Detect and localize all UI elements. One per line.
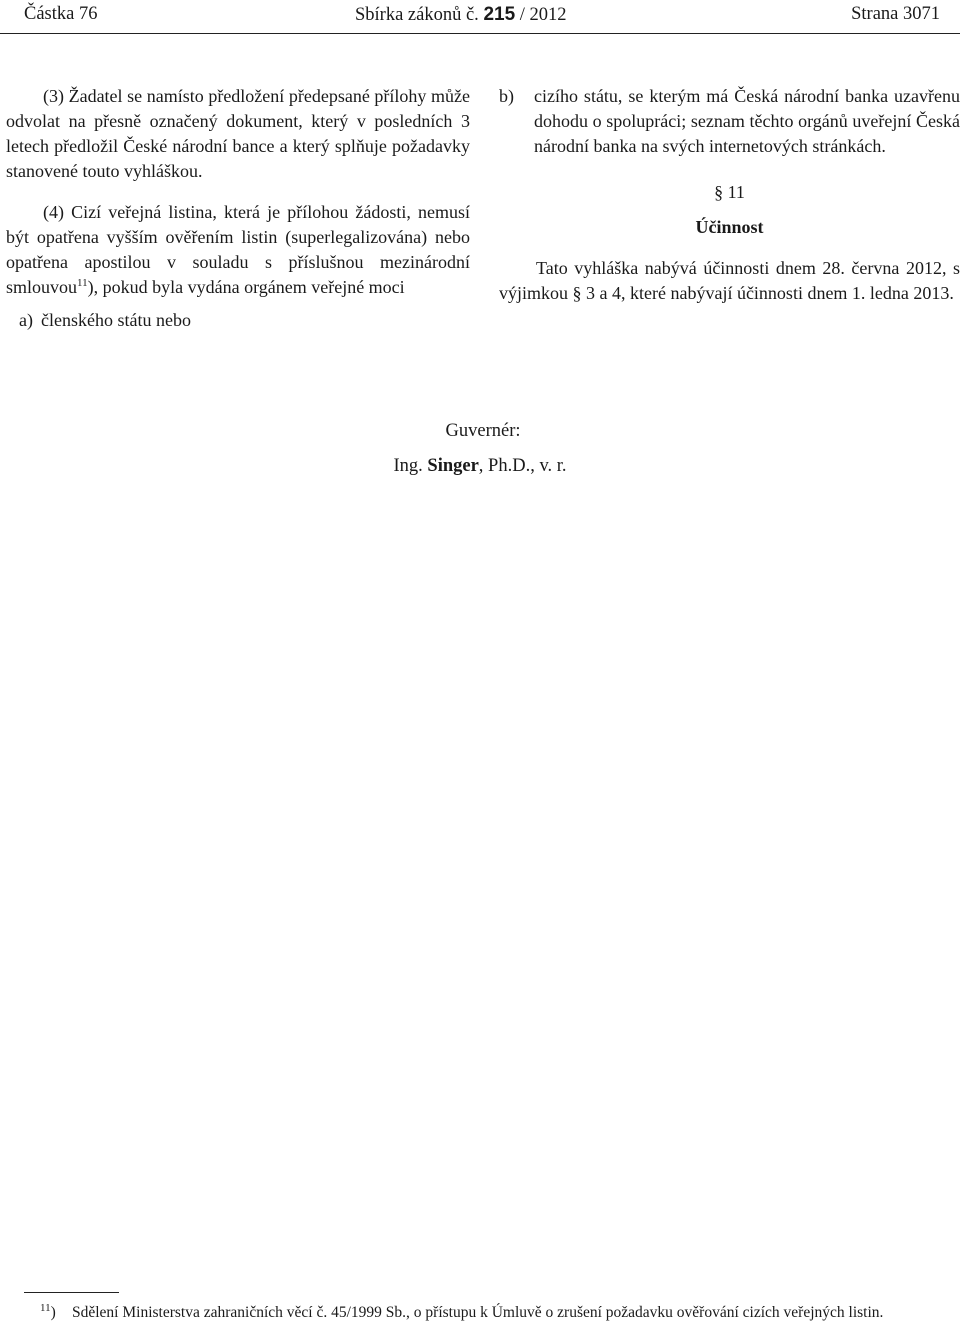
left-column — [6, 84, 470, 333]
footnote — [40, 1301, 952, 1325]
header-page-number: Strana 3071 — [851, 4, 940, 24]
signature-title: Guvernér: — [445, 421, 521, 441]
footnote-text: Sdělení Ministerstva zahraničních věcí č. 45/1999 Sb., o přístupu k Úmluvě o zrušení požadavku ověřování cizích veřejných listin. — [72, 1304, 884, 1321]
page-header — [24, 4, 940, 30]
list-marker-a: a) — [19, 310, 33, 330]
paragraph-4-text-end: ), pokud byla vydána orgánem veřejné moci — [87, 277, 405, 297]
signature-name — [0, 456, 960, 477]
list-marker-b: b) — [499, 86, 514, 106]
header-collection — [355, 4, 567, 26]
header-issue-number: 215 — [483, 4, 516, 25]
section-number: § 11 — [714, 182, 745, 202]
header-issue-year: / 2012 — [515, 5, 567, 25]
paragraph-4-text: (4) Cizí veřejná listina, která je přílohou žádosti, nemusí být opatřena vyšším ověřením listin (superlegalizována) nebo opatřena apostilou v souladu s příslušnou mezinárodní smlouvou — [6, 202, 470, 297]
list-item-a — [6, 308, 470, 333]
right-column — [499, 84, 960, 306]
signature-suffix: , Ph.D., v. r. — [478, 456, 567, 476]
list-item-b — [499, 84, 960, 159]
header-rule — [0, 33, 960, 34]
footnote-rule — [24, 1292, 119, 1293]
footnote-marker-number: 11 — [40, 1301, 51, 1314]
header-collection-prefix: Sbírka zákonů č. — [355, 5, 484, 25]
list-item-b-text: cizího státu, se kterým má Česká národní banka uzavřenu dohodu o spolupráci; seznam těchto orgánů uveřejní Česká národní banka na svých internetových stránkách. — [534, 86, 960, 156]
effect-paragraph: Tato vyhláška nabývá účinnosti dnem 28. června 2012, s výjimkou § 3 a 4, které nabývají účinnosti dnem 1. ledna 2013. — [499, 258, 960, 303]
signature-surname: Singer — [427, 456, 479, 476]
list-item-a-text: členského státu nebo — [41, 310, 191, 330]
section-title: Účinnost — [695, 217, 764, 237]
paragraph-3: (3) Žadatel se namísto předložení předepsané přílohy může odvolat na přesně označený dokument, který v posledních 3 letech předložil České národní bance a který splňuje požadavky stanovené touto vyhláškou. — [6, 86, 470, 181]
footnote-marker: $^{11}$) — [40, 1301, 56, 1321]
footnote-reference: 11 — [77, 277, 88, 289]
signature-prefix: Ing. — [393, 456, 428, 476]
paragraph-4 — [6, 200, 470, 300]
header-part: Částka 76 — [24, 4, 98, 24]
